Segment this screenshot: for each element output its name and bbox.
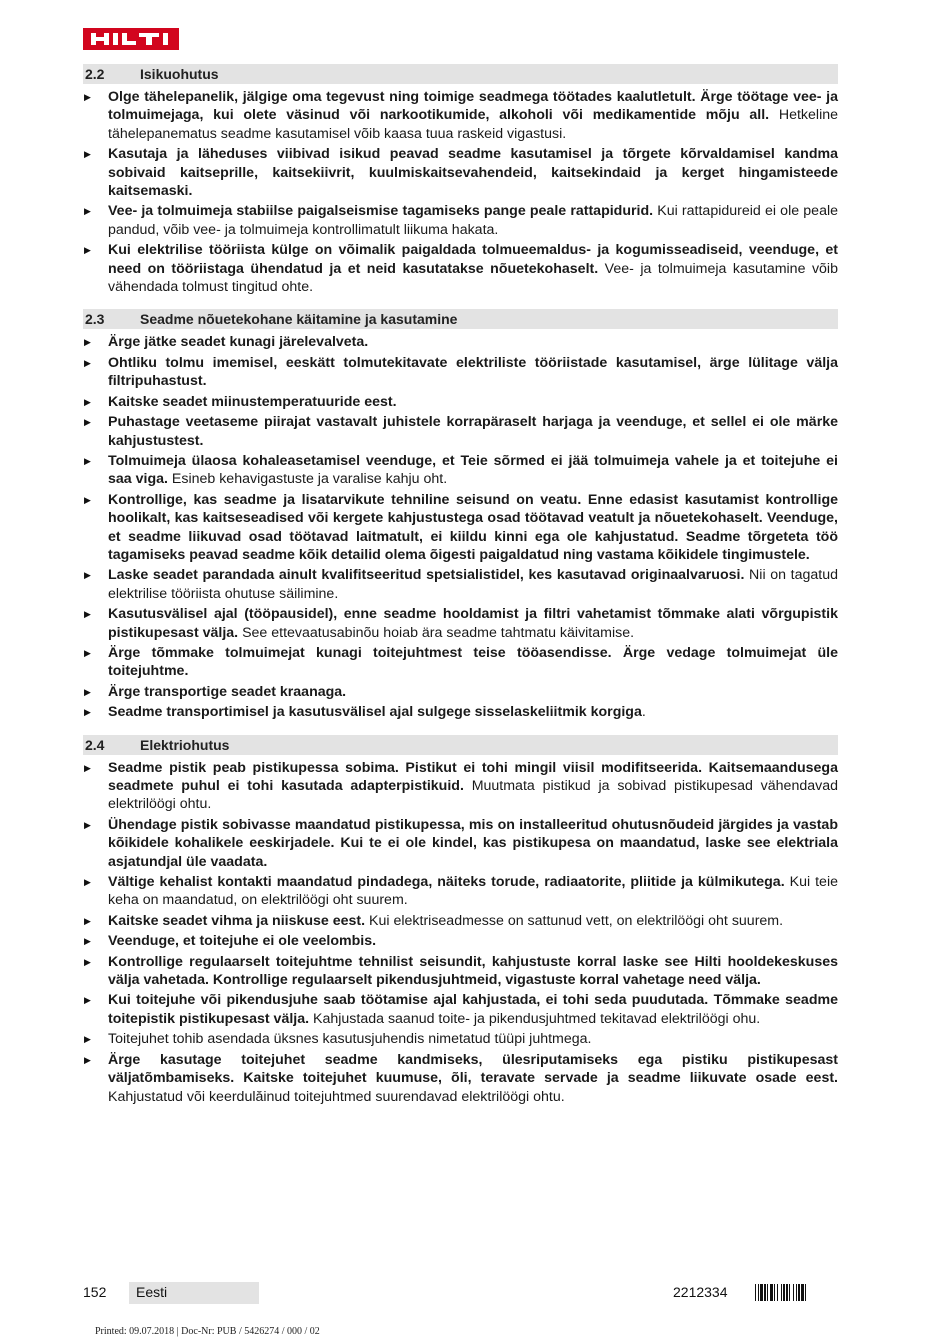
item-bold-text: Kaitske seadet vihma ja niiskuse eest. bbox=[108, 912, 366, 929]
item-normal-text: . bbox=[641, 704, 646, 721]
section-heading bbox=[83, 64, 838, 84]
item-normal-text: Kui rattapidureid ei ole peale pandud, võib vee- ja tolmuimeja kontrollimatult liikuma hakata. bbox=[108, 203, 838, 238]
item-bold-text: Ohtliku tolmu imemisel, eeskätt tolmutekitavate elektriliste tööriistade kasutamisel, ärge lülitage välja filtripuhastust. bbox=[108, 354, 838, 390]
item-normal-text: Kui teie keha on maandatud, on elektrilöögi oht suurem. bbox=[108, 874, 838, 909]
bullet-triangle-icon: ▶ bbox=[84, 206, 91, 217]
list-item bbox=[83, 644, 838, 681]
item-bold-text: Kui elektrilise tööriista külge on võimalik paigaldada tolmueemaldus- ja kogumisseadiseid, veenduge, et need on tööriistaga ühendatud ja et neid kasutatakse nõuetekohaselt. bbox=[108, 242, 838, 277]
item-bold-text: Ärge transportige seadet kraanaga. bbox=[108, 683, 347, 700]
bullet-triangle-icon: ▶ bbox=[84, 609, 91, 620]
item-normal-text: See ettevaatusabinõu hoiab ära seadme tahtmatu käivitamise. bbox=[238, 624, 635, 641]
list-item bbox=[83, 605, 838, 642]
print-info: Printed: 09.07.2018 | Doc-Nr: PUB / 5426274 / 000 / 02 bbox=[95, 1326, 320, 1337]
item-bold-text: Puhastage veetaseme piirajat vastavalt juhistele korrapäraselt harjaga ja veenduge, et sellel ei ole märke kahjustustest. bbox=[108, 414, 838, 449]
bullet-triangle-icon: ▶ bbox=[84, 995, 91, 1006]
item-normal-text: Esineb kehavigastuste ja varalise kahju oht. bbox=[167, 471, 448, 488]
bullet-triangle-icon: ▶ bbox=[84, 1054, 91, 1065]
document-number: 2212334 bbox=[673, 1284, 728, 1300]
item-bold-text: Ärge jätke seadet kunagi järelevalveta. bbox=[108, 334, 369, 351]
bullet-triangle-icon: ▶ bbox=[84, 494, 91, 505]
bullet-triangle-icon: ▶ bbox=[84, 417, 91, 428]
item-normal-text: Kahjustada saanud toite- ja pikendusjuhtmed tekitavad elektrilöögi ohu. bbox=[309, 1010, 761, 1027]
list-item bbox=[83, 566, 838, 603]
list-item bbox=[83, 703, 838, 721]
section-number: 2.4 bbox=[85, 736, 105, 753]
item-normal-text: Kahjustatud või keerdulăinud toitejuhtmed suurendavad elektrilöögi ohtu. bbox=[108, 1088, 565, 1105]
list-item bbox=[83, 88, 838, 143]
list-item bbox=[83, 145, 838, 200]
item-bold-text: Kui toitejuhe või pikendusjuhe saab töötamise ajal kahjustada, ei tohi seda puudutada. Tõmmake seadme toitepistik pistikupesast välja. bbox=[108, 992, 838, 1027]
bullet-triangle-icon: ▶ bbox=[84, 337, 91, 348]
page-footer bbox=[83, 1282, 838, 1304]
bullet-triangle-icon: ▶ bbox=[84, 245, 91, 256]
list-item bbox=[83, 202, 838, 239]
section-number: 2.2 bbox=[85, 66, 105, 82]
item-bold-text: Kontrollige, kas seadme ja lisatarvikute tehniline seisund on veatu. Enne edasist kasutamist kontrollige hoolikalt, kas kaitseseadised või kergete kahjustustega osad töötavad veatult ja nõuetekohaselt. Veenduge, et seadme liikuvad osad töötavad laitmatult, ei kiildu kinni ega ole kahjustatud. Seadme tõrgeteta töö tagamiseks peavad seadme kõik detailid olema õigesti paigaldatud ning vastama kõikidele tingimustele. bbox=[108, 491, 838, 563]
list-item bbox=[83, 333, 838, 351]
bullet-list bbox=[83, 88, 838, 296]
list-item bbox=[83, 932, 838, 950]
item-bold-text: Olge tähelepanelik, jälgige oma tegevust ning toimige seadmega töötades kaalutletult. Ärge töötage vee- ja tolmuimejaga, kui olete väsinud või narkootikumide, alkoholi või medikamentide mõju all. bbox=[108, 89, 838, 124]
bullet-triangle-icon: ▶ bbox=[84, 455, 91, 466]
item-normal-text: Muutmata pistikud ja sobivad pistikupesad vähendavad elektrilöögi ohtu. bbox=[108, 778, 838, 813]
item-bold-text: Laske seadet parandada ainult kvalifitseeritud spetsialistidel, kes kasutavad originaalvaruosi. bbox=[108, 567, 745, 584]
section-2-4 bbox=[83, 735, 838, 1106]
list-item bbox=[83, 354, 838, 391]
bullet-triangle-icon: ▶ bbox=[84, 1034, 91, 1045]
item-bold-text: Seadme pistik peab pistikupessa sobima. Pistikut ei tohi mingil viisil modifitseerida. Kaitsemaandusega seadmete puhul ei tohi kasutada adapterpistikuid. bbox=[108, 759, 838, 794]
item-bold-text: Kasutaja ja läheduses viibivad isikud peavad seadme kasutamisel ja tõrgete kõrvaldamisel kandma sobivaid kaitseprille, kaitsekiivrit, kuulmiskaitsevahendeid, kaitsekindaid ja kerget hingamisteede kaitsemaski. bbox=[108, 146, 838, 200]
bullet-triangle-icon: ▶ bbox=[84, 647, 91, 658]
bullet-triangle-icon: ▶ bbox=[84, 819, 91, 830]
bullet-list bbox=[83, 333, 838, 721]
list-item bbox=[83, 413, 838, 450]
bullet-triangle-icon: ▶ bbox=[84, 570, 91, 581]
list-item bbox=[83, 491, 838, 565]
section-title: Elektriohutus bbox=[140, 736, 230, 753]
bullet-triangle-icon: ▶ bbox=[84, 877, 91, 888]
section-title: Isikuohutus bbox=[140, 66, 219, 82]
list-item bbox=[83, 991, 838, 1028]
bullet-triangle-icon: ▶ bbox=[84, 915, 91, 926]
list-item bbox=[83, 393, 838, 411]
list-item bbox=[83, 683, 838, 701]
barcode-icon bbox=[755, 1284, 838, 1301]
item-bold-text: Vee- ja tolmuimeja stabiilse paigalseismise tagamiseks pange peale rattapidurid. bbox=[108, 203, 654, 220]
hilti-logo-wordmark bbox=[83, 28, 179, 50]
section-2-2 bbox=[83, 64, 838, 296]
item-bold-text: Kasutusvälisel ajal (tööpausidel), enne seadme hooldamist ja filtri vahetamist tõmmake alati võrgupistik pistikupesast välja. bbox=[108, 606, 838, 641]
bullet-list bbox=[83, 759, 838, 1106]
bullet-triangle-icon: ▶ bbox=[84, 149, 91, 160]
section-number: 2.3 bbox=[85, 311, 105, 328]
item-normal-text: Hetkeline tähelepanematus seadme kasutamisel võib kaasa tuua raskeid vigastusi. bbox=[108, 107, 838, 142]
list-item bbox=[83, 816, 838, 871]
section-heading bbox=[83, 309, 838, 329]
list-item bbox=[83, 241, 838, 296]
bullet-triangle-icon: ▶ bbox=[84, 686, 91, 697]
item-bold-text: Tolmuimeja ülaosa kohaleasetamisel veenduge, et Teie sõrmed ei jää tolmuimeja vahele ja et toitejuhe ei saa viga. bbox=[108, 452, 838, 488]
bullet-triangle-icon: ▶ bbox=[84, 762, 91, 773]
bullet-triangle-icon: ▶ bbox=[84, 396, 91, 407]
list-item bbox=[83, 759, 838, 814]
list-item bbox=[83, 1030, 838, 1048]
section-title: Seadme nõuetekohane käitamine ja kasutamine bbox=[140, 311, 458, 328]
item-normal-text: Vee- ja tolmuimeja kasutamine võib vähendada tolmust tingitud ohte. bbox=[108, 260, 838, 296]
list-item bbox=[83, 912, 838, 930]
item-bold-text: Seadme transportimisel ja kasutusvälisel ajal sulgege sisselaskeliitmik korgiga bbox=[108, 704, 642, 721]
item-bold-text: Ärge tõmmake tolmuimejat kunagi toitejuhtmest teise tööasendisse. Ärge vedage tolmuimejat üle toitejuhtme. bbox=[108, 644, 838, 680]
hilti-logo bbox=[83, 28, 179, 50]
bullet-triangle-icon: ▶ bbox=[84, 936, 91, 947]
section-2-3 bbox=[83, 309, 838, 721]
bullet-triangle-icon: ▶ bbox=[84, 707, 91, 718]
list-item bbox=[83, 873, 838, 910]
document-body bbox=[83, 64, 838, 1119]
item-normal-text: Nii on tagatud elektrilise tööriista ohutuse säilimine. bbox=[108, 567, 838, 602]
item-normal-text: Kui elektriseadmesse on sattunud vett, on elektrilöögi oht suurem. bbox=[365, 912, 784, 929]
list-item bbox=[83, 953, 838, 990]
list-item bbox=[83, 1051, 838, 1106]
item-bold-text: Kontrollige regulaarselt toitejuhtme tehnilist seisundit, kahjustuste korral laske see Hilti hooldekeskuses välja vahetada. Kontrollige regulaarselt pikendusjuhtmeid, vigastuste korral vahetage need välja. bbox=[108, 953, 838, 989]
item-bold-text: Veenduge, et toitejuhe ei ole veelombis. bbox=[108, 933, 377, 950]
bullet-triangle-icon: ▶ bbox=[84, 956, 91, 967]
item-bold-text: Vältige kehalist kontakti maandatud pindadega, näiteks torude, radiaatorite, pliitide ja külmikutega. bbox=[108, 874, 785, 891]
item-bold-text: Kaitske seadet miinustemperatuuride eest. bbox=[108, 393, 397, 410]
bullet-triangle-icon: ▶ bbox=[84, 357, 91, 368]
page-number: 152 bbox=[83, 1284, 107, 1300]
language-label: Eesti bbox=[129, 1282, 259, 1304]
section-heading bbox=[83, 735, 838, 755]
bullet-triangle-icon: ▶ bbox=[84, 92, 91, 102]
item-bold-text: Ärge kasutage toitejuhet seadme kandmiseks, ülesriputamiseks ega pistiku pistikupesast väljatõmbamiseks. Kaitske toitejuhet kuumuse, õli, teravate servade ja seadme liikuvate osade eest. bbox=[108, 1051, 838, 1087]
item-normal-text: Toitejuhet tohib asendada üksnes kasutusjuhendis nimetatud tüüpi juhtmega. bbox=[108, 1031, 592, 1048]
item-bold-text: Ühendage pistik sobivasse maandatud pistikupessa, mis on installeeritud ohutusnõudeid järgides ja vastab kõikidele kohalikele eeskirjadele. Kui te ei ole kindel, kas pistikupesa on maandatud, laske see elektriala asjatundjal üle vaadata. bbox=[108, 816, 838, 870]
list-item bbox=[83, 452, 838, 489]
